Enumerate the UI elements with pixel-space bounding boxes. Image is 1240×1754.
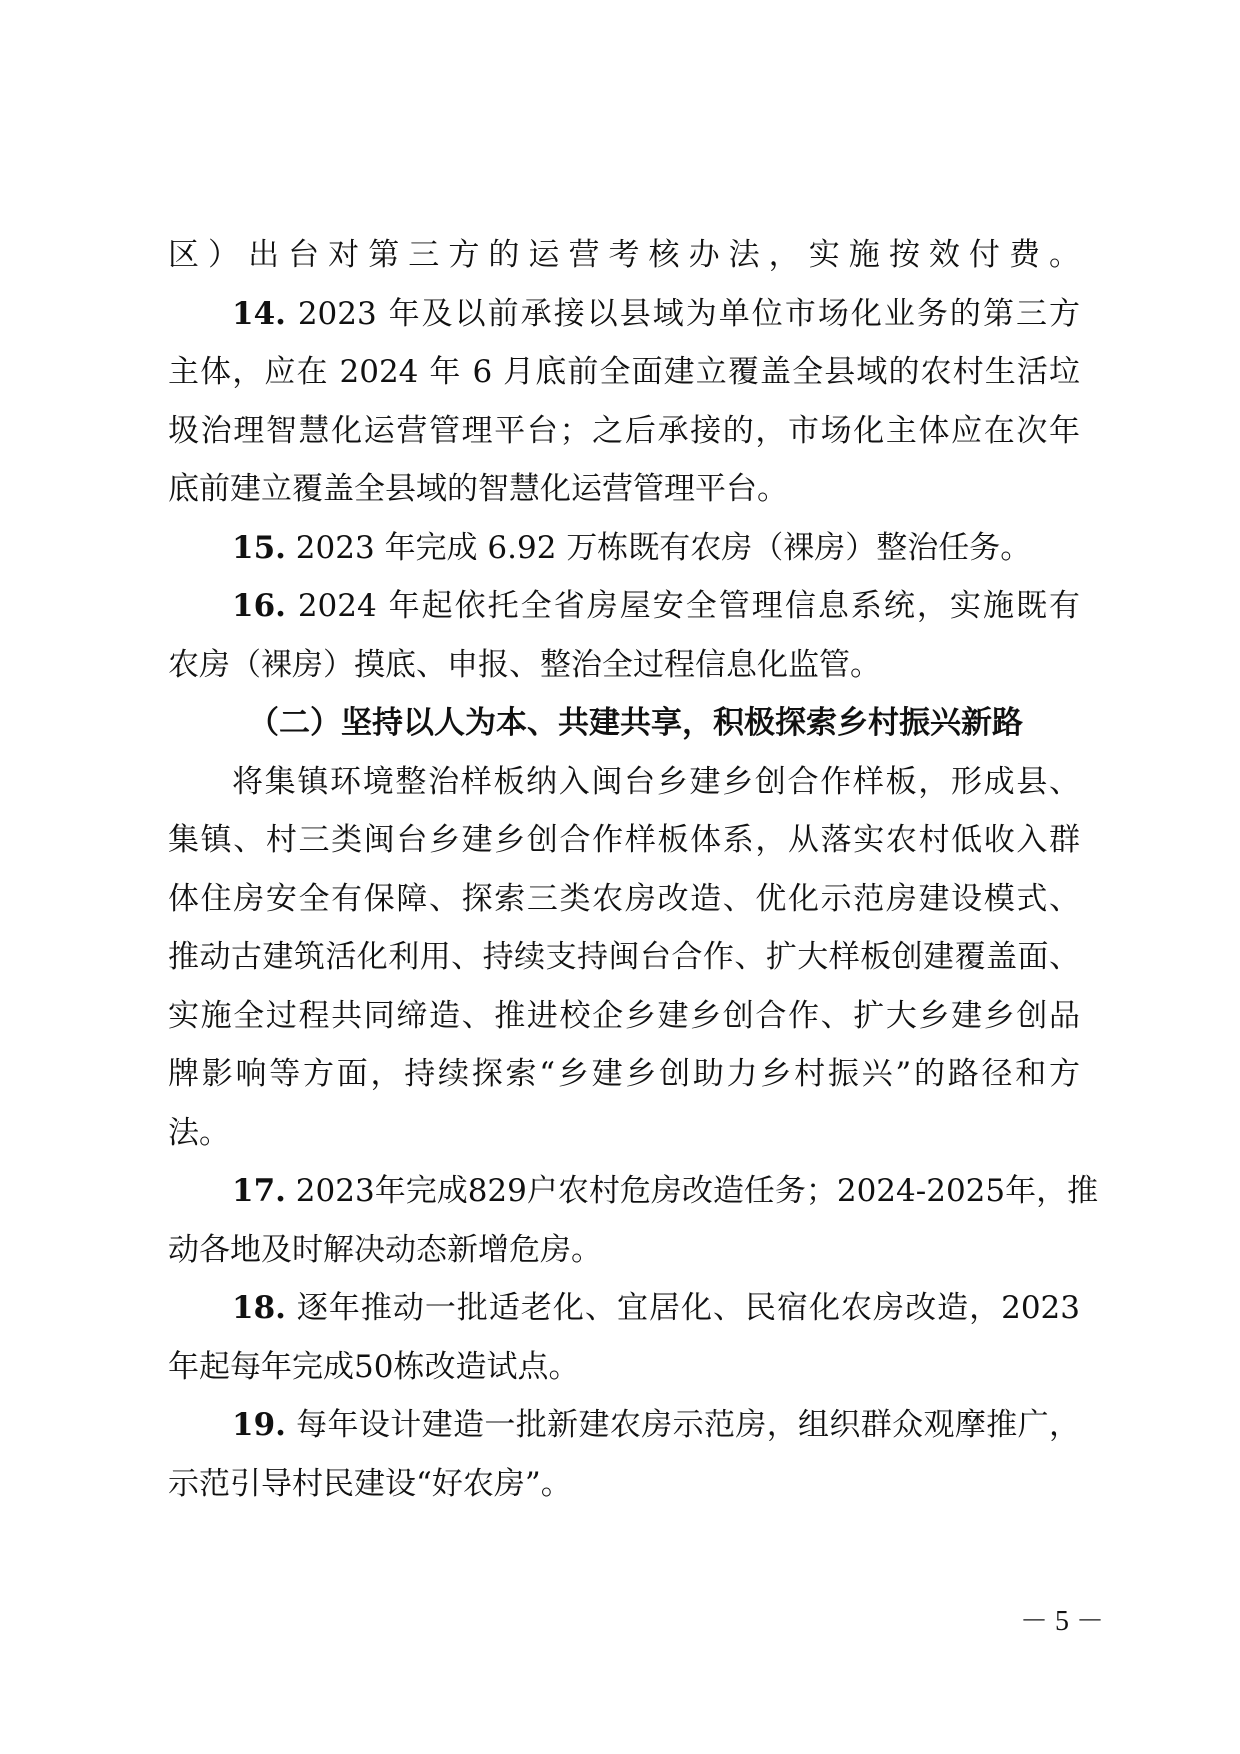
item-19-line-1: [168, 1396, 1080, 1455]
line-text: 体住房安全有保障、探索三类农房改造、优化示范房建设模式、: [168, 880, 1080, 917]
item-18-line-1: [168, 1279, 1080, 1338]
line-text: 底前建立覆盖全县域的智慧化运营管理平台。: [168, 471, 788, 507]
item-16-year: 2024: [297, 588, 377, 624]
section-heading-text: （二）坚持以人为本、共建共享，积极探索乡村振兴新路: [248, 705, 1023, 741]
line-text: 每年设计建造一批新建农房示范房，组织群众观摩推广，: [296, 1407, 1081, 1443]
page-number: － 5 －: [1020, 1606, 1105, 1637]
paragraph-line: [168, 987, 1080, 1046]
line-text: 年及以前承接以县域为单位市场化业务的第三方: [388, 295, 1080, 332]
paragraph-line: [168, 811, 1080, 870]
item-17-number: 17.: [232, 1173, 286, 1209]
line-text: 主体，应在 2024 年 6 月底前全面建立覆盖全县域的农村生活垃: [168, 354, 1080, 390]
line-text: 推动古建筑活化利用、持续支持闽台合作、扩大样板创建覆盖面、: [168, 939, 1080, 975]
document-body: [168, 226, 1099, 1513]
line-text: 动各地及时解决动态新增危房。: [168, 1231, 602, 1268]
paragraph-line: [168, 1104, 1080, 1163]
line-text: 法。: [168, 1114, 230, 1151]
line-text: 实施全过程共同缔造、推进校企乡建乡创合作、扩大乡建乡创品: [168, 997, 1080, 1034]
line-text: 示范引导村民建设“好农房”。: [168, 1465, 572, 1502]
item-15-year: 2023: [295, 529, 375, 566]
item-14-number: 14.: [232, 295, 286, 332]
text-line: [168, 226, 1080, 285]
line-text: 农房（裸房）摸底、申报、整治全过程信息化监管。: [168, 646, 881, 683]
item-14-line-1: [168, 285, 1080, 344]
paragraph-line: [168, 928, 1080, 987]
item-16-line-1: [168, 577, 1080, 636]
line-text: 将集镇环境整治样板纳入闽台乡建乡创合作样板，形成县、: [232, 763, 1080, 800]
line-text: 圾治理智慧化运营管理平台；之后承接的，市场化主体应在次年: [168, 412, 1080, 449]
item-14-year: 2023: [297, 295, 377, 332]
paragraph-line: [168, 870, 1080, 929]
line-text: 2023年完成829户农村危房改造任务；2024-2025年，推: [295, 1173, 1099, 1209]
item-19-number: 19.: [232, 1407, 286, 1443]
text-line: [168, 343, 1080, 402]
line-text: 牌影响等方面，持续探索“乡建乡创助力乡村振兴”的路径和方: [168, 1056, 1080, 1092]
item-15-number: 15.: [232, 529, 286, 566]
item-15-line: [168, 519, 1080, 578]
paragraph-line: [168, 1045, 1080, 1104]
text-line: [168, 636, 1080, 695]
text-line: [168, 1221, 1080, 1280]
item-18-number: 18.: [232, 1290, 286, 1326]
text-line: [168, 402, 1080, 461]
paragraph-line: [168, 753, 1080, 812]
line-text: 年起依托全省房屋安全管理信息系统，实施既有: [388, 588, 1080, 624]
item-17-line-1: [168, 1162, 1099, 1221]
line-text: 年起每年完成50栋改造试点。: [168, 1348, 580, 1385]
text-line: [168, 1338, 1080, 1397]
section-heading: [168, 694, 1080, 753]
text-line: [168, 460, 1080, 519]
line-text: 集镇、村三类闽台乡建乡创合作样板体系，从落实农村低收入群: [168, 822, 1080, 858]
line-text: 区）出台对第三方的运营考核办法，实施按效付费。: [168, 237, 1080, 273]
item-16-number: 16.: [232, 588, 286, 624]
text-line: [168, 1455, 1080, 1514]
line-text: 逐年推动一批适老化、宜居化、民宿化农房改造，2023: [296, 1290, 1081, 1326]
line-text: 年完成 6.92 万栋既有农房（裸房）整治任务。: [384, 529, 1032, 566]
